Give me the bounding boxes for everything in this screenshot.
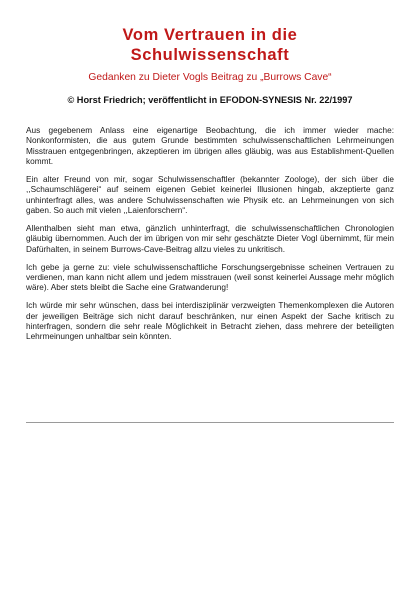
- paragraph-2: Ein alter Freund von mir, sogar Schulwissenschaftler (bekannter Zoologe), der sich über die ,,Schaumschlägerei“ auf seinem eigenen Gebiet keinerlei Illusionen hingab, akzeptierte ganz unhinterfragt alles, was andere Schulwissenschaften wie Physik etc. an Lehrmeinungen von sich gaben. So auch mit vielen ,,Laienforschern“.: [26, 175, 394, 216]
- paragraph-1: Aus gegebenem Anlass eine eigenartige Beobachtung, die ich immer wieder mache: Nonkonformisten, die aus gutem Grunde bestimmten schulwissenschaftlichen Lehrmeinungen Misstrauen entgegenbringen, akzeptieren im übrigen alles gläubig, was aus Establishment-Quellen kommt.: [26, 126, 394, 167]
- footer-divider: [26, 422, 394, 423]
- article-body: [26, 126, 394, 350]
- page-title-line-2: Schulwissenschaft: [130, 46, 290, 64]
- copyright-line: © Horst Friedrich; veröffentlicht in EFODON-SYNESIS Nr. 22/1997: [67, 95, 353, 105]
- paragraph-3: Allenthalben sieht man etwa, gänzlich unhinterfragt, die schulwissenschaftlichen Chronologien gläubig übernommen. Auch der im übrigen von mir sehr geschätzte Dieter Vogl übernimmt, für mein Dafürhalten, in seinem Burrows-Cave-Beitrag allzu vieles zu unkritisch.: [26, 224, 394, 254]
- page-subtitle: Gedanken zu Dieter Vogls Beitrag zu „Burrows Cave“: [88, 72, 332, 83]
- page-title-line-1: Vom Vertrauen in die: [122, 26, 298, 44]
- paragraph-4: Ich gebe ja gerne zu: viele schulwissenschaftliche Forschungsergebnisse scheinen Vertrauen zu verdienen, man kann nicht allem und jedem misstrauen (weil sonst keinerlei Aussage mehr möglich wäre). Aber stets bleibt die Sache eine Gratwanderung!: [26, 262, 394, 293]
- paragraph-5: Ich würde mir sehr wünschen, dass bei interdisziplinär verzweigten Themenkomplexen die Autoren der jeweiligen Beiträge sich nicht darauf beschränken, nur einen Aspekt der Sache kritisch zu hinterfragen, sondern die sehr reale Möglichkeit in Betracht ziehen, dass mehrere der beteiligten Lehrmeinungen unhaltbar sein könnten.: [26, 301, 394, 342]
